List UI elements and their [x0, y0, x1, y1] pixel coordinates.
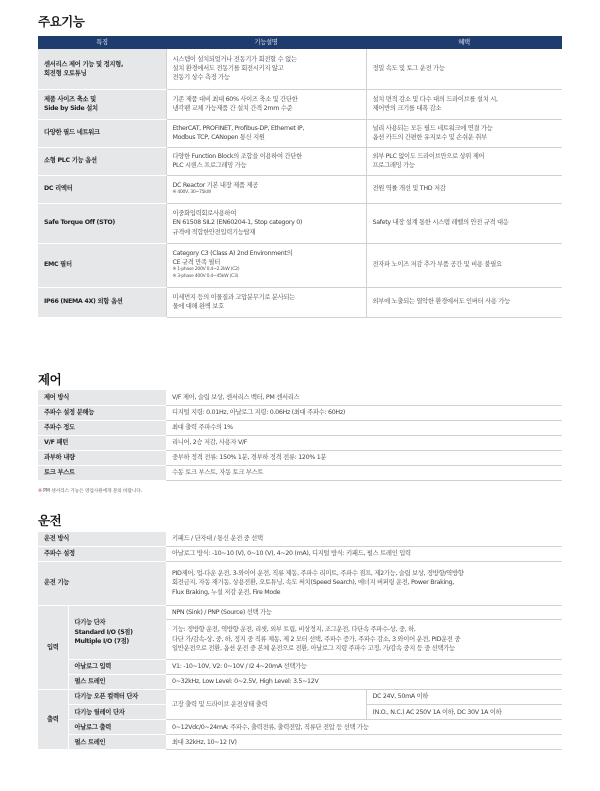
feature-description-line: 기존 제품 대비 최대 60% 사이즈 축소 및 간단한 [172, 95, 298, 103]
value-output-description: 고장 출력 및 드라이브 운전상태 출력 [166, 690, 366, 720]
feature-description-line: EN 61508 SIL2 (EN60204-1, Stop category 0) [172, 219, 303, 227]
feature-name-line: Safe Torque Off (STO) [44, 219, 115, 227]
control-row [38, 420, 562, 435]
label-frequency-setting: 주파수 설정 [38, 546, 166, 561]
label-pulse-input: 펄스 트레인 [68, 674, 166, 689]
di-func-line: 일반운전으로 전환, 옵션 운전 중 본체 운전으로 전환, 아날로그 지령 주파수 고정, 가/감속 중지 등 중 선택가능 [172, 644, 455, 652]
feature-name-line: 회전형 오토튜닝 [44, 69, 87, 77]
feature-description [166, 147, 366, 175]
value-operation-method: 키패드 / 단자대 / 통신 운전 중 선택 [166, 532, 562, 546]
feature-benefit-line: 설치 면적 감소 및 다수 대의 드라이브를 설치 시, [372, 95, 498, 103]
value-analog-input: V1: -10~10V, V2: 0~10V / I2 4~20mA 선택가능 [166, 659, 562, 674]
row-pulse-input [38, 674, 562, 689]
feature-description-line: Modbus TCP, CANopen 통신 지원 [172, 134, 265, 141]
feature-name [38, 119, 166, 147]
feature-benefit [366, 203, 562, 243]
feature-benefit [366, 89, 562, 119]
control-note [38, 487, 142, 494]
feature-name [38, 243, 166, 287]
control-label: 토크 부스트 [38, 465, 166, 480]
control-row [38, 390, 562, 405]
feature-name-line: 다양한 필드 네트워크 [44, 129, 100, 137]
di-label-line: Standard I/O (5점) [74, 628, 133, 636]
row-analog-output [38, 720, 562, 735]
feature-benefit-line: 전원 역률 개선 및 THD 저감 [372, 185, 446, 193]
feature-row [38, 89, 562, 119]
control-table [38, 390, 562, 481]
feature-description-line: 냉각팬 교체 가능제품 간 설치 간격 2mm 수준 [172, 105, 293, 112]
feature-benefit-line: 전자파 노이즈 저감 추가 부품 공간 및 비용 불필요 [372, 261, 502, 269]
func-line: Flux Braking, 누설 저감 운전, Fire Mode [172, 588, 281, 596]
feature-name [38, 147, 166, 175]
control-value: 디지털 지령: 0.01Hz, 아날로그 지령: 0.06Hz (최대 주파수: 60Hz) [166, 405, 562, 420]
feature-row [38, 147, 562, 175]
control-value: 최대 출력 주파수의 1% [166, 420, 562, 435]
feature-row [38, 175, 562, 203]
feature-row [38, 203, 562, 243]
value-pulse-output: 최대 32kHz, 10~12 (V) [166, 735, 562, 750]
feature-description [166, 243, 366, 287]
label-digital-input [68, 605, 166, 659]
feature-name [38, 203, 166, 243]
control-row [38, 435, 562, 450]
feature-name-line: Side by Side 설치 [44, 105, 98, 112]
value-di-sink: NPN (Sink) / PNP (Source) 선택 가능 [166, 605, 562, 619]
feature-description-line: 전동기 상수 측정 가능 [172, 74, 230, 82]
feature-name-line: EMC 필터 [44, 261, 72, 269]
label-analog-input: 아날로그 입력 [68, 659, 166, 674]
feature-benefit-line: 제어반의 크기를 대폭 감소 [372, 105, 442, 112]
control-row [38, 405, 562, 420]
row-operation-functions [38, 561, 562, 605]
feature-benefit [366, 119, 562, 147]
control-value: 수동 토크 부스트, 자동 토크 부스트 [166, 465, 562, 480]
func-line: 회전금지, 자동 재기동, 상용전환, 오토튜닝, 속도 써치(Speed Search), 에너지 버퍼링 운전, Power Braking, [172, 579, 455, 587]
feature-benefit-line: 옵션 카드의 간편한 유지보수 및 손쉬운 취부 [372, 134, 487, 141]
feature-row [38, 287, 562, 317]
feature-name-line: IP66 (NEMA 4X) 외함 옵션 [44, 298, 123, 306]
value-frequency-setting: 아날로그 방식: -10~10 (V), 0~10 (V), 4~20 (mA), 디지털 방식: 키패드, 펄스 트레인 입력 [166, 546, 562, 561]
control-label: 주파수 설정 분해능 [38, 405, 166, 420]
group-input: 입력 [38, 605, 68, 690]
value-relay: (N.O., N.C.) AC 250V 1A 이하, DC 30V 1A 이하 [366, 705, 562, 720]
feature-description-line: 설치 환경에서도 전동기를 회전시키지 않고 [172, 65, 284, 73]
feature-benefit-line: 프로그래밍 가능 [372, 162, 415, 169]
feature-benefit-line: 정밀 속도 및 토그 운전 가능 [372, 65, 445, 73]
feature-row [38, 243, 562, 287]
operation-table [38, 532, 562, 750]
row-di-sink [38, 605, 562, 619]
control-row [38, 465, 562, 480]
header-description: 기능설명 [166, 36, 366, 49]
feature-description [166, 89, 366, 119]
row-operation-method [38, 532, 562, 546]
row-analog-input [38, 659, 562, 674]
label-analog-output: 아날로그 출력 [68, 720, 166, 735]
feature-description-line: CE 규격 만족 필터 [172, 259, 221, 267]
value-di-functions [166, 619, 562, 659]
control-label: V/F 패턴 [38, 435, 166, 450]
feature-description [166, 175, 366, 203]
note-text: PM 센서리스 기능은 영업사원에게 문의 바랍니다. [43, 489, 142, 494]
control-value: 리니어, 2승 저감, 사용자 V/F [166, 435, 562, 450]
feature-description [166, 49, 366, 89]
control-value: 중부하 정격 전류: 150% 1분, 경부하 정격 전류: 120% 1분 [166, 450, 562, 465]
feature-name [38, 49, 166, 89]
feature-name [38, 175, 166, 203]
label-open-collector: 다기능 오픈 컬렉터 단자 [68, 690, 166, 705]
di-func-line: 기능: 정방향 운전, 역방향 운전, 리셋, 외부 트립, 비상정지, 조그운전, 다단속 주파수-상, 중, 하, [172, 626, 416, 634]
section-title-operation: 운전 [38, 513, 62, 528]
row-pulse-output [38, 735, 562, 750]
feature-benefit [366, 49, 562, 89]
feature-description [166, 287, 366, 317]
feature-benefit-line: Safety 내장 설계 통한 시스템 레벨의 안전 규격 대응 [372, 219, 509, 227]
section-title-control: 제어 [38, 372, 62, 387]
header-feature: 특징 [38, 36, 166, 49]
feature-row [38, 49, 562, 89]
feature-description-line: 다양한 Function Block의 조합을 이용하여 간단한 [172, 152, 302, 160]
feature-description-note: ※ 1-phase 200V 0.4~2.2kW (C2) [172, 267, 240, 273]
row-open-collector [38, 690, 562, 705]
control-value: V/F 제어, 슬립 보상, 센서리스 벡터, PM 센서리스 [166, 390, 562, 405]
feature-benefit [366, 147, 562, 175]
note-mark: ※ [38, 489, 42, 494]
label-pulse-output: 펄스 트레인 [68, 735, 166, 750]
control-label: 주파수 정도 [38, 420, 166, 435]
feature-description [166, 203, 366, 243]
feature-benefit-line: 널리 사용되는 모든 필드 네트워크에 연결 가능 [372, 124, 493, 132]
feature-row [38, 119, 562, 147]
feature-name-line: 센서리스 제어 기능 및 정지형, [44, 60, 124, 68]
di-func-line: 다단 가/감속-상, 중, 하, 정지 중 직류 제동, 제 2 모터 선택, 주파수 증가, 주파수 감소, 3 와이어 운전, PID운전 중 [172, 635, 461, 643]
row-frequency-setting [38, 546, 562, 561]
label-relay: 다기능 릴레이 단자 [68, 705, 166, 720]
feature-description-line: EtherCAT, PROFINET, Profibus-DP, Ethernet IP, [172, 124, 305, 132]
feature-description-note: ※ 400V, 30~75kW [172, 190, 211, 196]
feature-description-line: 규격에 적합한안전입력기능탑재 [172, 228, 256, 236]
di-label-line: Multiple I/O (7점) [74, 637, 130, 645]
label-operation-functions: 운전 기능 [38, 561, 166, 605]
value-open-collector: DC 24V, 50mA 이하 [366, 690, 562, 705]
group-output: 출력 [38, 690, 68, 750]
feature-description-line: PLC 시퀀스 프로그래밍 가능 [172, 162, 247, 169]
value-pulse-input: 0~32kHz, Low Level: 0~2.5V, High Level: 3.5~12V [166, 674, 562, 689]
control-label: 과부하 내량 [38, 450, 166, 465]
features-header-row [38, 36, 562, 49]
feature-description-line: 물에 대해 완벽 보호 [172, 303, 224, 310]
feature-name-line: DC 리액터 [44, 185, 73, 193]
control-label: 제어 방식 [38, 390, 166, 405]
feature-description-line: DC Reactor 기본 내장 제품 제공 [172, 181, 259, 189]
feature-name-line: 제품 사이즈 축소 및 [44, 95, 96, 103]
header-benefit: 혜택 [366, 36, 562, 49]
feature-description-line: 미세먼지 등의 이물질과 고압분무기로 분사되는 [172, 293, 295, 301]
feature-description [166, 119, 366, 147]
func-line: PID제어, 업-다운 운전, 3-와이어 운전, 직류 제동, 주파수 리미트, 주파수 점프, 제2기능, 슬립 보상, 정방향/역방향 [172, 570, 464, 578]
feature-description-line: 시스템이 설치되었거나 전동기가 회전할 수 없는 [172, 56, 297, 64]
value-operation-functions [166, 561, 562, 605]
feature-name [38, 89, 166, 119]
feature-benefit [366, 175, 562, 203]
feature-description-note: ※ 3-phase 400V 0.4~45kW (C3) [172, 274, 239, 280]
feature-benefit [366, 287, 562, 317]
feature-benefit [366, 243, 562, 287]
control-row [38, 450, 562, 465]
feature-name [38, 287, 166, 317]
feature-benefit-line: 외부에 노출되는 열악한 환경에서도 인버터 사용 가능 [372, 298, 510, 306]
feature-benefit-line: 외부 PLC 없이도 드라이브만으로 상위 제어 [372, 152, 485, 160]
value-analog-output: 0~12Vdc/0~24mA: 주파수, 출력전류, 출력전압, 직류단 전압 등 선택 가능 [166, 720, 562, 735]
label-operation-method: 운전 방식 [38, 532, 166, 546]
di-label-line: 다기능 단자 [74, 619, 106, 627]
feature-name-line: 소형 PLC 기능 옵션 [44, 157, 97, 165]
features-table [38, 36, 562, 318]
feature-description-line: 이중화입력회로사용하여 [172, 210, 237, 218]
section-title-features: 주요기능 [38, 14, 85, 29]
feature-description-line: Category C3 (Class A) 2nd Environment의 [172, 249, 293, 257]
